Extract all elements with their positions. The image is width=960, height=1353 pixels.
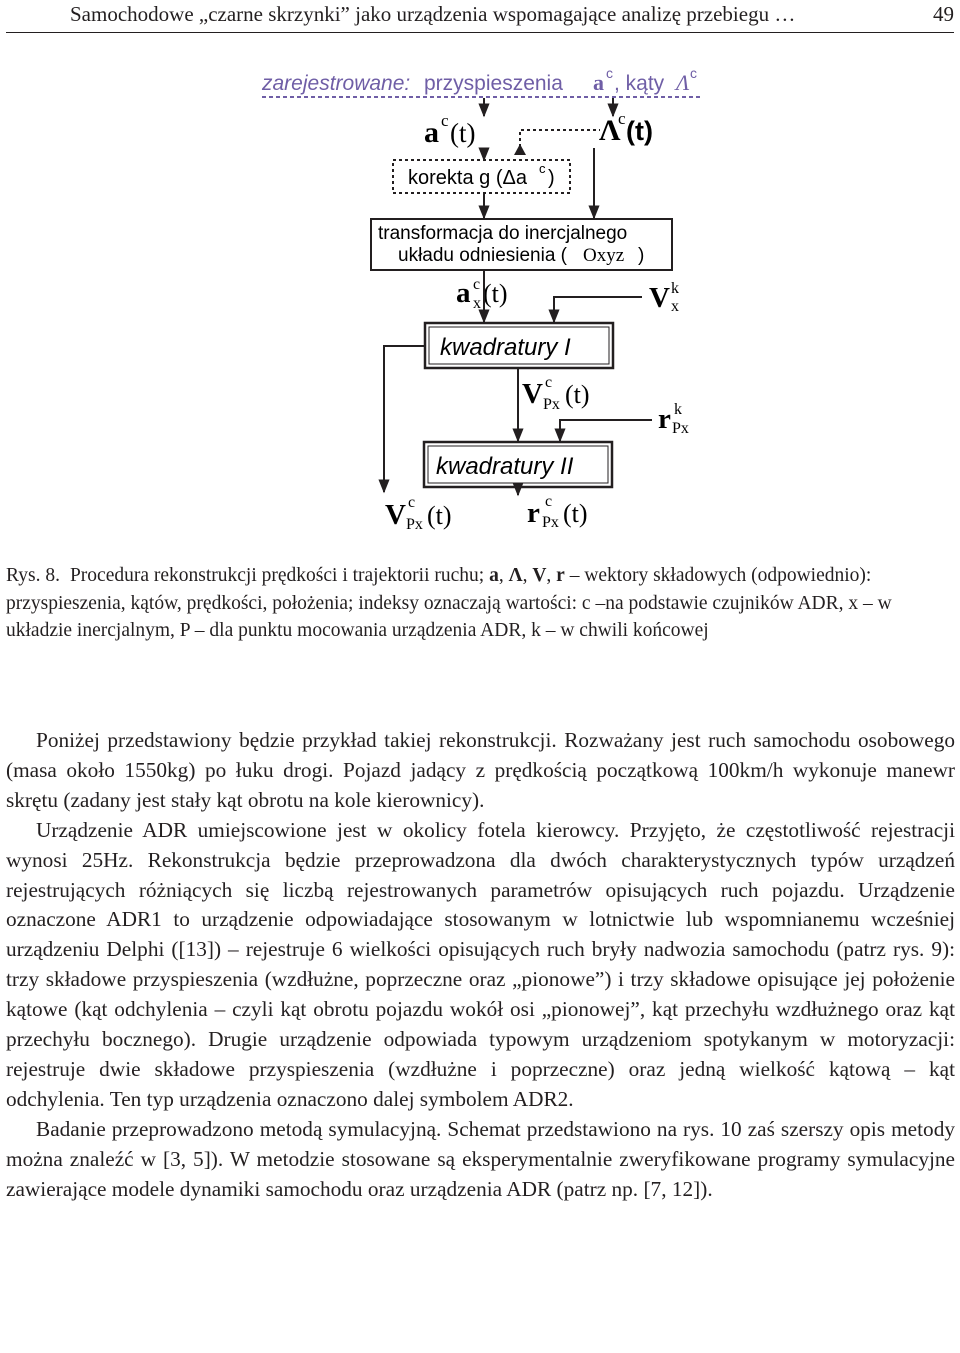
vcpx-out-arg: (t) [427, 501, 452, 530]
vkx-symbol: V [649, 282, 670, 314]
ac-t-symbol: a [424, 116, 439, 149]
page-number: 49 [933, 2, 954, 26]
ac-t-arg: (t) [450, 118, 476, 148]
recorded-a-symbol: a [593, 70, 604, 95]
recorded-quantities: przyspieszenia [424, 72, 563, 95]
reconstruction-diagram [0, 0, 960, 560]
caption-symbol-r: r [556, 565, 565, 586]
acx-t-symbol: a [456, 277, 471, 309]
recorded-a-sup: c [606, 65, 613, 81]
vcpx-t-sub: Px [543, 396, 560, 413]
transform-line-1: transformacja do inercjalnego [378, 223, 628, 244]
correction-sup: c [539, 161, 546, 176]
caption-sep-1: , [498, 565, 509, 586]
recorded-label: zarejestrowane: [262, 72, 411, 95]
rcpx-out-arg: (t) [563, 499, 588, 528]
recorded-lambda-symbol: Λ [676, 70, 690, 95]
running-title: Samochodowe „czarne skrzynki” jako urządzenia wspomagające analizę przebiegu … [70, 2, 796, 26]
correction-text: korekta g (Δa [408, 167, 527, 189]
rcpx-out-sup: c [545, 493, 553, 510]
paragraph-1: Poniżej przedstawiony będzie przykład takiej rekonstrukcji. Rozważany jest ruch samochodu osobowego (masa około 1550kg) po łuku drogi. Pojazd jadący z prędkością początkową 100km/h wykonuje manewr skrętu (zadany jest stały kąt obrotu na kole kierownicy). [6, 728, 955, 812]
figure-caption [6, 562, 954, 645]
caption-sep-3: , [546, 565, 557, 586]
arrow-correction-head [514, 144, 526, 155]
rkpx-symbol: r [658, 403, 671, 435]
transform-line-2: układu odniesienia ( [398, 245, 568, 266]
correction-close: ) [548, 167, 555, 189]
vcpx-t-symbol: V [522, 378, 543, 410]
quadrature-1-label: kwadratury I [440, 334, 571, 361]
vcpx-out-sub: Px [406, 516, 423, 533]
vcpx-t-sup: c [545, 374, 553, 391]
lambda-t-sup: c [618, 109, 626, 128]
rcpx-out-symbol: r [527, 497, 540, 529]
lambda-t-arg: (t) [626, 116, 653, 146]
acx-t-sup: c [473, 276, 481, 293]
acx-t-sub: x [473, 295, 481, 312]
rkpx-sub: Px [672, 420, 689, 437]
vkx-sub: x [671, 298, 679, 315]
caption-symbol-a: a [489, 565, 499, 586]
caption-text-2: – wektory składowych (odpowiednio): przyspieszenia, kątów, prędkości, położenia; indeksy oznaczają wartości: c –na podstawie czujników ADR, x – w układzie inercjalnym, P – dla punktu mocowania urządzenia ADR, k – w chwili końcowej [6, 565, 892, 641]
caption-text-1: Procedura rekonstrukcji prędkości i trajektorii ruchu; [69, 565, 490, 586]
rcpx-out-sub: Px [542, 514, 559, 531]
transform-oxyz: Oxyz [583, 245, 625, 266]
caption-label: Rys. 8. [6, 565, 60, 586]
arrow-rkpx-to-quad2 [560, 420, 652, 441]
caption-symbol-lambda: Λ [508, 565, 523, 586]
vcpx-t-arg: (t) [565, 380, 590, 409]
vcpx-out-symbol: V [385, 499, 406, 531]
quadrature-2-label: kwadratury II [436, 453, 574, 480]
transform-close: ) [638, 245, 645, 266]
caption-sep-2: , [522, 565, 533, 586]
recorded-angles-label: , kąty [614, 72, 665, 95]
lambda-t-symbol: Λ [599, 114, 621, 147]
arrow-vkx-to-quad1 [554, 297, 642, 322]
ac-t-sup: c [441, 111, 449, 130]
vkx-sup: k [671, 280, 679, 297]
body-text [6, 726, 955, 1205]
recorded-lambda-sup: c [690, 65, 697, 81]
arrow-quad1-to-output-v [384, 346, 425, 492]
vcpx-out-sup: c [408, 494, 416, 511]
arrow-correction-feedback [520, 130, 600, 153]
rkpx-sup: k [674, 401, 682, 418]
acx-t-arg: (t) [483, 279, 508, 308]
paragraph-2: Urządzenie ADR umiejscowione jest w okolicy fotela kierowcy. Przyjęto, że częstotliwość rejestracji wynosi 25Hz. Rekonstrukcja będzie przeprowadzona dla dwóch charakterystycznych typów urządzeń rejestrujących różniących się liczbą rejestrowanych parametrów opisujących ruch pojazdu. Urządzenie oznaczone ADR1 to urządzenie odpowiadające stosowanym w lotnictwie lub wspomnianemu wcześniej urządzeniu Delphi ([13]) – rejestruje 6 wielkości opisujących ruch bryły nadwozia samochodu (patrz rys. 9): trzy składowe przyspieszenia (wzdłużne, poprzeczne oraz „pionowe”) i trzy składowe opisujące jej położenie kątowe (kąt odchylenia – czyli kąt obrotu pojazdu wokół osi „pionowej”, kąt przechyłu wzdłużnego oraz kąt przechyłu bocznego). Drugie urządzenie odpowiada typowym urządzeniom spotykanym w motoryzacji: rejestruje dwie składowe przyspieszenia (wzdłużne i poprzeczne) oraz jedną wielkość kątową – kąt odchylenia. Ten typ urządzenia oznaczono dalej symbolem ADR2. [6, 817, 955, 1111]
paragraph-3: Badanie przeprowadzono metodą symulacyjną. Schemat przedstawiono na rys. 10 zaś szerszy opis metody można znaleźć w [3, 5]). W metodzie stosowane są eksperymentalnie zweryfikowane programy symulacyjne zawierające modele dynamiki samochodu oraz urządzenia ADR (patrz np. [7, 12]). [6, 1116, 955, 1201]
caption-symbol-v: V [532, 565, 547, 586]
